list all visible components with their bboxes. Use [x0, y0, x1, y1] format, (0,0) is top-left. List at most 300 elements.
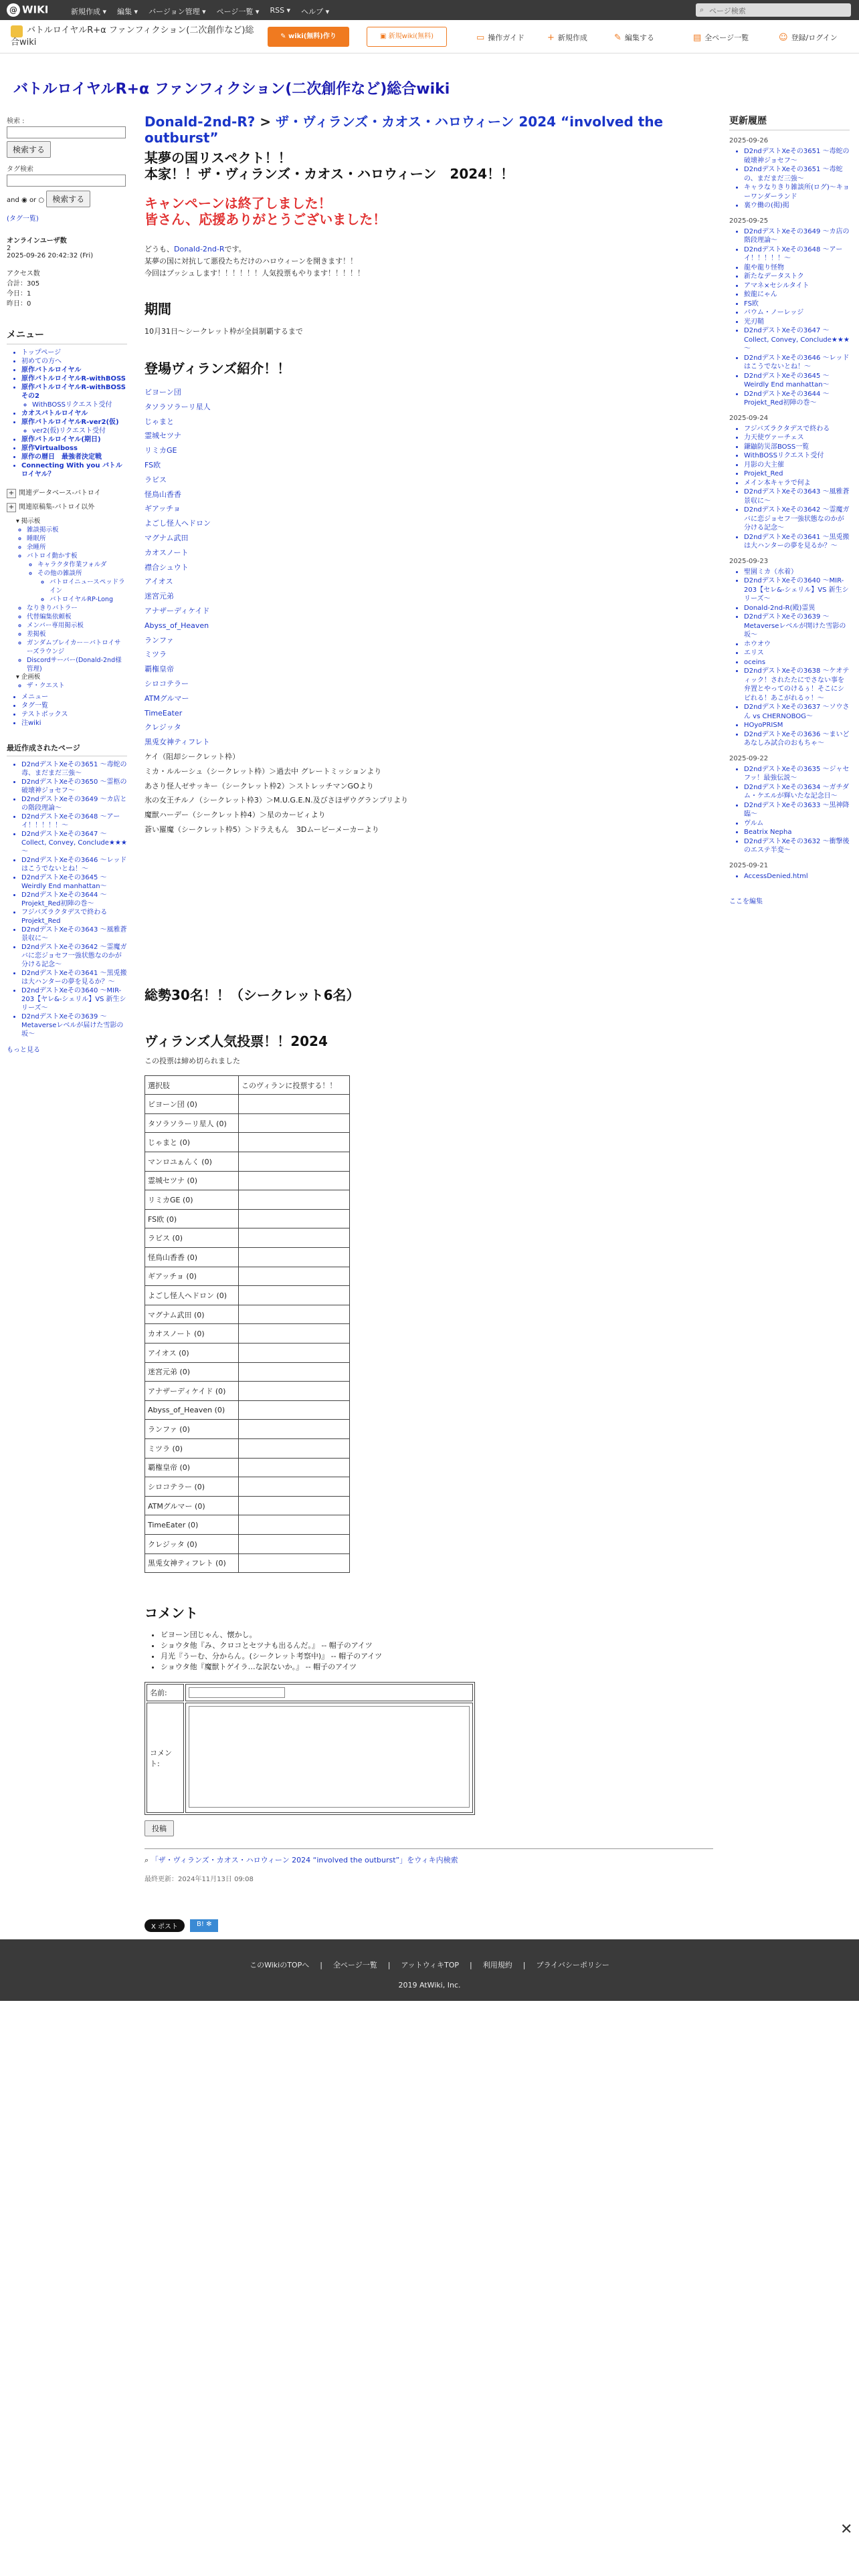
- top-menu-item[interactable]: RSS ▾: [270, 6, 291, 15]
- vote-cell: [239, 1113, 350, 1133]
- sidebar-search-input[interactable]: [7, 126, 126, 138]
- menu-item[interactable]: • D2ndデストXeその3651 ～毒蛇の毒、まだまだ三強～: [21, 760, 127, 778]
- vote-cell: [239, 1534, 350, 1553]
- edit-link[interactable]: ✎ 編集する: [614, 33, 654, 43]
- right-sidebar: [729, 114, 850, 905]
- history-item[interactable]: • 鮫龍にゃん: [744, 290, 850, 300]
- edit-icon: ✎: [280, 33, 288, 40]
- tree-sublist: [16, 560, 127, 578]
- history-item[interactable]: • アマネ×セシルタイト: [744, 282, 850, 291]
- online-users-label: オンラインユーザ数: [7, 237, 67, 245]
- and-radio[interactable]: ◉: [21, 197, 27, 204]
- menu-item[interactable]: ◦ キャラクタ作業フォルダ: [37, 560, 127, 569]
- vote-option: 霊城セツナ (0): [145, 1171, 239, 1190]
- vote-row: [145, 1267, 350, 1286]
- villain-link[interactable]: FS欧: [145, 460, 161, 469]
- villain-link[interactable]: 覇権皇帝: [145, 665, 174, 674]
- vote-cell: [239, 1515, 350, 1535]
- vote-option: じゃまと (0): [145, 1133, 239, 1152]
- history-item[interactable]: • oceins: [744, 658, 850, 667]
- all-pages-link[interactable]: ▤ 全ページ一覧: [693, 33, 749, 43]
- vote-option: FS欧 (0): [145, 1209, 239, 1228]
- vote-row: [145, 1534, 350, 1553]
- vote-option: 覇権皇帝 (0): [145, 1458, 239, 1477]
- submit-button[interactable]: 投稿: [145, 1820, 174, 1836]
- menu-item[interactable]: • D2ndデストXeその3649 ～カ店との階段理論～: [21, 795, 127, 813]
- top-menu-item[interactable]: ページ一覧 ▾: [216, 7, 260, 16]
- footer-separator: |: [387, 1961, 391, 1969]
- secret-villain: 蒼い羅魔（シークレット枠5）＞ドラえもん 3Dムービーメーカーより: [145, 825, 379, 834]
- vote-cell: [239, 1438, 350, 1458]
- villain-link[interactable]: 霊城セツナ: [145, 431, 181, 441]
- vote-row: [145, 1095, 350, 1114]
- history-item[interactable]: • D2ndデストXeその3633 ～黒神降臨～: [744, 801, 850, 819]
- last-updated: 最終更新：2024年11月13日 09:08: [145, 1876, 254, 1884]
- vote-option: TimeEater (0): [145, 1515, 239, 1535]
- menu-item[interactable]: ◦ ガンダムブレイカー－バトロイサーズラウンジ: [27, 639, 127, 656]
- vote-option: マグナム武田 (0): [145, 1305, 239, 1324]
- history-item[interactable]: • D2ndデストXeその3635 ～ジャセフッ！最強伝説～: [744, 765, 850, 783]
- comment-textarea[interactable]: [189, 1706, 470, 1808]
- author-inline-link[interactable]: Donald-2nd-R: [174, 245, 225, 253]
- history-item[interactable]: • D2ndデストXeその3634 ～ガチダム・ケエルが輝いたな記念日～: [744, 783, 850, 801]
- vote-row: [145, 1496, 350, 1515]
- history-item[interactable]: • D2ndデストXeその3640 ～MIR-203【セレ&-シェリル】VS 新生シリーズ～: [744, 576, 850, 604]
- menu-item[interactable]: • 原作バトルロイヤルR-withBOSS: [21, 374, 127, 383]
- vote-header-action: このヴィランに投票する！！: [239, 1075, 350, 1095]
- comments-section: [145, 1602, 713, 1836]
- tree-root: ▾ 掲示板: [16, 518, 41, 525]
- vote-row: [145, 1344, 350, 1363]
- menu-sublist: [7, 401, 127, 409]
- guide-link[interactable]: ▭ 操作ガイド: [476, 33, 524, 43]
- tag-list-link[interactable]: (タグ一覧): [7, 215, 39, 223]
- menu-item[interactable]: ◦ なりきりバトラー: [27, 604, 127, 613]
- top-menu: [71, 6, 329, 17]
- menu-item[interactable]: • D2ndデストXeその3647 ～Collect, Convey, Conclude★★★～: [21, 830, 127, 856]
- online-users-count: 2: [7, 245, 11, 252]
- access-today: 今日：1: [7, 290, 31, 298]
- expand-icon[interactable]: +: [7, 503, 16, 512]
- villain-link[interactable]: アイオス: [145, 577, 173, 586]
- site-title[interactable]: バトルロイヤルR+α ファンフィクション(二次創作など)総合wiki: [13, 81, 450, 98]
- villain-link[interactable]: シロコテラー: [145, 679, 189, 688]
- menu-item[interactable]: • 原作Virtualboss: [21, 444, 127, 453]
- history-item[interactable]: • 裏ウ働の(掲)掲: [744, 201, 850, 211]
- menu-item[interactable]: • D2ndデストXeその3640 ～MIR-203【ヤレ&-シェリル】VS 新生シリーズ～: [21, 986, 127, 1012]
- login-link[interactable]: ☺ 登録/ログイン: [779, 33, 838, 43]
- vote-cell: [239, 1190, 350, 1210]
- tag-search-input[interactable]: [7, 175, 126, 187]
- tree-list-2: [16, 604, 127, 673]
- menu-item[interactable]: • 原作バトルロイヤル(期日): [21, 435, 127, 444]
- vote-cell: [239, 1133, 350, 1152]
- menu-item[interactable]: ◦ バトロイヤルRP-Long: [50, 595, 127, 604]
- menu-item[interactable]: • D2ndデストXeその3646 ～レッドはこうでないとね！～: [21, 856, 127, 873]
- vote-row: [145, 1190, 350, 1210]
- history-item[interactable]: • D2ndデストXeその3651 ～毒蛇の破壊神ジョセフ～: [744, 147, 850, 165]
- history-item[interactable]: • D2ndデストXeその3643 ～風雅蒼景収に～: [744, 488, 850, 506]
- villain-link[interactable]: ビヨーン団: [145, 388, 181, 397]
- page-link[interactable]: ザ・ヴィランズ・カオス・ハロウィーン 2024 “involved the outburst”: [145, 114, 664, 146]
- vote-option: クレジッタ (0): [145, 1534, 239, 1553]
- intro-line-1: どうも、Donald-2nd-Rです。: [145, 245, 246, 253]
- menu-item[interactable]: • D2ndデストXeその3648 ～アーイ！！！！！～: [21, 813, 127, 830]
- menu-item[interactable]: ◦ ver2(仮)リクエスト受付: [32, 427, 127, 435]
- tree-list-3: [16, 681, 127, 690]
- logo-icon: @: [7, 3, 20, 17]
- history-item[interactable]: • Projekt_Red: [744, 469, 850, 479]
- site-icon: [11, 25, 23, 37]
- history-list: [729, 568, 850, 748]
- history-item[interactable]: • D2ndデストXeその3645 ～Weirdly End manhattan～: [744, 372, 850, 390]
- history-item[interactable]: • 龍や龍り怪物: [744, 263, 850, 273]
- villain-link[interactable]: じゃまと: [145, 417, 174, 426]
- menu-item[interactable]: • D2ndデストXeその3643 ～風雅蒼景収に～: [21, 926, 127, 943]
- menu-item[interactable]: • 初めての方へ: [21, 357, 127, 366]
- campaign-thanks: 皆さん、応援ありがとうございました！: [145, 211, 387, 227]
- menu-item[interactable]: • 原作バトルロイヤル: [21, 366, 127, 374]
- vote-cell: [239, 1305, 350, 1324]
- vote-cell: [239, 1382, 350, 1401]
- history-item[interactable]: • 力天使ヴァーチェス: [744, 433, 850, 443]
- menu-list-2: [7, 409, 127, 427]
- villain-link[interactable]: ミツラ: [145, 650, 167, 659]
- name-label: 名前:: [147, 1684, 184, 1701]
- menu-title: メニュー: [7, 328, 127, 344]
- villain-link[interactable]: ランファ: [145, 635, 174, 645]
- menu-item[interactable]: • トップページ: [21, 348, 127, 357]
- villain-link[interactable]: クレジッタ: [145, 723, 181, 732]
- menu-item[interactable]: • D2ndデストXeその3650 ～霊柩の破壊神ジョセフ～: [21, 778, 127, 795]
- menu-item[interactable]: ◦ 差掲板: [27, 630, 127, 639]
- menu-item[interactable]: ◦ WithBOSSリクエスト受付: [32, 401, 127, 409]
- wiki-search-row[interactable]: ⌕ 「ザ・ヴィランズ・カオス・ハロウィーン 2024 “involved the outburst”」をウィキ内検索: [145, 1848, 713, 1865]
- history-item[interactable]: • AccessDenied.html: [744, 872, 850, 881]
- menu-item[interactable]: ◦ その他の雑談所: [37, 569, 127, 578]
- document-icon: ▤: [693, 33, 702, 43]
- sidebar-search-button[interactable]: 検索する: [7, 141, 51, 158]
- menu-item[interactable]: • D2ndデストXeその3639 ～Metaverseレベルが届けた雪影の坂～: [21, 1012, 127, 1039]
- footer-link[interactable]: 全ページ一覧: [332, 1961, 377, 1969]
- villain-link[interactable]: マグナム武田: [145, 533, 189, 542]
- headline-1: 某夢の国リスペクト！！: [145, 150, 292, 166]
- create-wiki-ad-button[interactable]: ✎ wiki(無料)作り: [268, 27, 349, 47]
- vote-cell: [239, 1171, 350, 1190]
- x-post-button[interactable]: X ポスト: [145, 1919, 185, 1932]
- villain-link[interactable]: タソラソラーリ星人: [145, 402, 211, 411]
- vote-header-option: 選択肢: [145, 1075, 239, 1095]
- vote-option: よごし怪人ヘドロン (0): [145, 1286, 239, 1305]
- villain-link[interactable]: 迷宮元弟: [145, 592, 174, 601]
- plus-icon: +: [547, 33, 555, 43]
- site-header: [0, 20, 859, 53]
- access-label: アクセス数: [7, 270, 40, 278]
- search-icon: ⌕: [700, 5, 704, 14]
- history-item[interactable]: • エリス: [744, 649, 850, 658]
- history-list: [729, 425, 850, 551]
- villain-link[interactable]: Abyss_of_Heaven: [145, 621, 209, 630]
- author-link[interactable]: Donald-2nd-R?: [145, 114, 256, 130]
- history-item[interactable]: • 光刃鞘: [744, 318, 850, 327]
- recent-title: 最近作成されたページ: [7, 742, 127, 756]
- menu-item[interactable]: • タグ一覧: [21, 702, 127, 710]
- history-list: [729, 765, 850, 855]
- vote-row: [145, 1113, 350, 1133]
- vote-row: [145, 1553, 350, 1573]
- villain-link[interactable]: TimeEater: [145, 708, 183, 718]
- menu-item[interactable]: ◦ 代替編集依頼板: [27, 613, 127, 621]
- vote-cell: [239, 1420, 350, 1439]
- tree-root-2: ▾ 企画板: [16, 673, 41, 681]
- expand-icon[interactable]: +: [7, 489, 16, 498]
- history-item[interactable]: • 聖園ミカ（水着）: [744, 568, 850, 577]
- villain-link[interactable]: よごし怪人ヘドロン: [145, 519, 211, 528]
- menu-item[interactable]: • カオスバトルロイヤル: [21, 409, 127, 418]
- history-item[interactable]: • メイン本キャラで何よ: [744, 479, 850, 488]
- menu-item[interactable]: • D2ndデストXeその3645 ～Weirdly End manhattan～: [21, 873, 127, 891]
- history-list: [729, 147, 850, 211]
- vote-cell: [239, 1477, 350, 1497]
- history-item[interactable]: • バウム・ノーレッジ: [744, 308, 850, 318]
- vote-option: ATMグルマー (0): [145, 1496, 239, 1515]
- vote-option: ランファ (0): [145, 1420, 239, 1439]
- history-item[interactable]: • 鎌鼬防災部BOSS一覧: [744, 443, 850, 452]
- comment-list: [145, 1630, 713, 1673]
- history-item[interactable]: • Beatrix Nepha: [744, 828, 850, 837]
- history-list: [729, 227, 850, 408]
- copyright: 2019 AtWiki, Inc.: [398, 1981, 461, 1990]
- vote-row: [145, 1133, 350, 1152]
- db-toggle-row[interactable]: + 関連データベース-バトロイ: [7, 487, 127, 498]
- vote-cell: [239, 1267, 350, 1286]
- atwiki-logo[interactable]: @ WIKI: [7, 3, 48, 17]
- history-item[interactable]: • D2ndデストXeその3636 ～まいどあなしみ試合のおもちゃ～: [744, 730, 850, 748]
- history-item[interactable]: • Donald-2nd-R(殿)霊異: [744, 604, 850, 613]
- vote-option: ビヨーン団 (0): [145, 1095, 239, 1114]
- site-name[interactable]: バトルロイヤルR+α ファンフィクション(二次創作など)総合wiki: [11, 25, 254, 47]
- history-item[interactable]: • HOyoPRISM: [744, 721, 850, 730]
- history-item[interactable]: • WithBOSSリクエスト受付: [744, 451, 850, 461]
- vote-row: [145, 1152, 350, 1172]
- total-title: 総勢30名！！（シークレット6名）: [145, 986, 360, 1003]
- history-item[interactable]: • D2ndデストXeその3646 ～レッドはこうでないとね！～: [744, 354, 850, 372]
- vote-row: [145, 1420, 350, 1439]
- menu-item[interactable]: ◦ Discordサーバー(Donald-2nd様管理): [27, 656, 127, 673]
- main-content: [145, 114, 713, 1932]
- footer-link[interactable]: 利用規約: [482, 1961, 512, 1969]
- or-radio[interactable]: ○: [38, 197, 45, 204]
- menu-item[interactable]: • D2ndデストXeその3642 ～霊魔ガバに恋ジョセフ一強状態なのかが分ける記念～: [21, 943, 127, 969]
- villain-link[interactable]: 襟合シュウト: [145, 562, 189, 572]
- villain-list: [145, 385, 713, 750]
- secret-villain: あさり怪人ゼサッキー（シークレット枠2）＞ストレッチマンGOより: [145, 781, 374, 790]
- villain-link[interactable]: 怪鳥山香香: [145, 490, 181, 499]
- share-buttons: [145, 1919, 713, 1932]
- top-menu-item[interactable]: ヘルプ ▾: [301, 7, 330, 16]
- villain-link[interactable]: リミカGE: [145, 446, 177, 455]
- vote-row: [145, 1477, 350, 1497]
- vote-cell: [239, 1095, 350, 1114]
- footer-separator: |: [522, 1961, 526, 1969]
- menu-item[interactable]: ◦ 余睡所: [27, 543, 127, 552]
- history-item[interactable]: • 月影の大主催: [744, 461, 850, 470]
- footer-link[interactable]: アットウィキTOP: [401, 1961, 460, 1969]
- menu-item[interactable]: • 注wiki: [21, 719, 127, 728]
- menu-item[interactable]: ◦ 睡眠所: [27, 534, 127, 543]
- villain-link[interactable]: ギアッチョ: [145, 504, 181, 514]
- comment-form: [145, 1682, 475, 1815]
- villain-link[interactable]: 黒兎女神ティフレト: [145, 738, 210, 747]
- search-icon: ⌕: [145, 1856, 151, 1865]
- guide-icon: ▭: [476, 33, 485, 43]
- db-toggle-row-2[interactable]: + 関連原稿集-バトロイ以外: [7, 501, 127, 512]
- hatena-bookmark-button[interactable]: B! ✻: [190, 1919, 218, 1932]
- page-search-input[interactable]: ⌕ ページ検索: [696, 3, 851, 17]
- footer: [0, 1939, 859, 2001]
- menu-list-3: [7, 435, 127, 479]
- access-yesterday: 昨日：0: [7, 300, 31, 308]
- comment-label: コメント:: [147, 1703, 184, 1813]
- footer-link[interactable]: このWikiのTOPへ: [250, 1961, 310, 1969]
- history-item[interactable]: • D2ndデストXeその3637 ～ソウさん vs CHERNOBOG～: [744, 703, 850, 721]
- menu-item[interactable]: • 原作バトルロイヤルR-ver2(仮): [21, 418, 127, 427]
- villain-link[interactable]: カオスノート: [145, 548, 189, 557]
- menu-item[interactable]: • D2ndデストXeその3641 ～黒兎搬は大ハンターの夢を見るか？～: [21, 969, 127, 986]
- menu-item[interactable]: ◦ バトロイニュースペッドライン: [50, 578, 127, 595]
- history-item[interactable]: • D2ndデストXeその3632 ～衝撃後のエステ半変～: [744, 837, 850, 855]
- menu-item[interactable]: ◦ ザ・クエスト: [27, 681, 127, 690]
- vote-option: ミツラ (0): [145, 1438, 239, 1458]
- vote-row: [145, 1248, 350, 1267]
- history-item[interactable]: • D2ndデストXeその3651 ～毒蛇の、まだまだ三強～: [744, 165, 850, 183]
- history-date: 2025-09-22: [729, 754, 769, 762]
- history-item[interactable]: • D2ndデストXeその3638 ～ケオティック！されたたにでさない事を弁置とやってのけるぅ！そこにシビれる！あこがれるゥ！～: [744, 667, 850, 703]
- history-item[interactable]: • フジバズラクタデスで終わる: [744, 425, 850, 434]
- history-item[interactable]: • D2ndデストXeその3648 ～アーイ！！！！！～: [744, 245, 850, 263]
- intro-line-3: 今回はプッシュします！！！！！！人気投票もやります！！！！！: [145, 269, 365, 278]
- comment-item: • ビヨーン団じゃん、懐かし。: [161, 1630, 713, 1640]
- vote-cell: [239, 1496, 350, 1515]
- history-item[interactable]: • D2ndデストXeその3641 ～黒兎搬は大ハンターの夢を見るか？～: [744, 533, 850, 551]
- vote-cell: [239, 1286, 350, 1305]
- history-item[interactable]: • D2ndデストXeその3644 ～Projekt_Red初陣の巻～: [744, 390, 850, 408]
- menu-item[interactable]: • 原作の暦日 最強者決定戦: [21, 453, 127, 461]
- tag-search-button[interactable]: 検索する: [46, 191, 90, 207]
- history-item[interactable]: • ヴルム: [744, 819, 850, 829]
- vote-row: [145, 1382, 350, 1401]
- vote-option: Abyss_of_Heaven (0): [145, 1400, 239, 1420]
- vote-option: タソラソラーリ星人 (0): [145, 1113, 239, 1133]
- history-item[interactable]: • D2ndデストXeその3649 ～カ店の階段理論～: [744, 227, 850, 245]
- recent-pages-list: [7, 760, 127, 1039]
- menu-item[interactable]: • 原作バトルロイヤルR-withBOSSその2: [21, 383, 127, 401]
- menu-item[interactable]: • テストボックス: [21, 710, 127, 719]
- menu-item[interactable]: • Connecting With you バトルロイヤル？: [21, 461, 127, 479]
- headline-2: 本家！！ザ・ヴィランズ・カオス・ハロウィーン 2024！！: [145, 166, 514, 182]
- tree-sublist-2: [16, 578, 127, 604]
- comment-item: • ショウタ他『魔獣トゲイラ…な訳ないか。』 -- 帽子のアイツ: [161, 1662, 713, 1673]
- history-item[interactable]: • D2ndデストXeその3642 ～霊魔ガバに恋ジョセフ一強状態なのかが分ける記念～: [744, 506, 850, 533]
- menu-item[interactable]: ◦ 雑談掲示板: [27, 526, 127, 534]
- vote-option: シロコテラー (0): [145, 1477, 239, 1497]
- vote-cell: [239, 1324, 350, 1344]
- top-menu-item[interactable]: バージョン管理 ▾: [149, 7, 206, 16]
- vote-cell: [239, 1553, 350, 1573]
- vote-option: ギアッチョ (0): [145, 1267, 239, 1286]
- history-item[interactable]: • 新たなデータストク: [744, 272, 850, 282]
- menu-item[interactable]: • D2ndデストXeその3644 ～Projekt_Red初陣の巻～: [21, 891, 127, 908]
- comment-item: • ショウタ他『み、クロコとセツナも出るんだ。』 -- 帽子のアイツ: [161, 1640, 713, 1651]
- vote-row: [145, 1228, 350, 1248]
- menu-list: [7, 348, 127, 401]
- history-item[interactable]: • ホウオウ: [744, 640, 850, 649]
- history-list: [729, 872, 850, 881]
- menu-item[interactable]: ◦ メンバー専用掲示板: [27, 621, 127, 630]
- villain-link[interactable]: アナザーディケイド: [145, 606, 210, 615]
- secret-villain: ケイ（阻却シークレット枠）: [145, 752, 240, 761]
- vote-option: 迷宮元弟 (0): [145, 1362, 239, 1382]
- top-bar: [0, 0, 859, 20]
- vote-cell: [239, 1400, 350, 1420]
- history-item[interactable]: • キャラなりきり雑談所(ログ)～キョーワンダーランド: [744, 183, 850, 201]
- top-menu-item[interactable]: 新規作成 ▾: [71, 7, 107, 16]
- secret-villain: 氷の女王チルノ（シークレット枠3）＞M.U.G.E.N.及びさほザウグランプリより: [145, 796, 409, 805]
- menu-item[interactable]: • メニュー: [21, 693, 127, 702]
- vote-row: [145, 1286, 350, 1305]
- history-item[interactable]: • D2ndデストXeその3647 ～Collect, Convey, Conclude★★★～: [744, 326, 850, 354]
- vote-row: [145, 1305, 350, 1324]
- menu-item[interactable]: ◦ バトロイ動かす板: [27, 552, 127, 560]
- footer-separator: |: [320, 1961, 322, 1969]
- vote-option: リミカGE (0): [145, 1190, 239, 1210]
- pencil-icon: ✎: [614, 33, 622, 43]
- tag-search-options: and ◉ or ○ 検索する: [7, 189, 127, 211]
- new-page-link[interactable]: + 新規作成: [547, 33, 587, 43]
- footer-link[interactable]: プライバシーポリシー: [536, 1961, 609, 1969]
- vote-row: [145, 1171, 350, 1190]
- vote-cell: [239, 1152, 350, 1172]
- update-history-title: 更新履歴: [729, 114, 850, 130]
- vote-option: カオスノート (0): [145, 1324, 239, 1344]
- period-title: 期間: [145, 301, 171, 317]
- edit-here-link[interactable]: ここを編集: [729, 898, 763, 905]
- left-sidebar: [7, 114, 127, 1054]
- history-item[interactable]: • FS欧: [744, 300, 850, 309]
- vote-option: アイオス (0): [145, 1344, 239, 1363]
- box-icon: ▣: [380, 33, 389, 40]
- menu-item[interactable]: • フジバズラクタデスで終わるProjekt_Red: [21, 908, 127, 926]
- users-icon: ☺: [779, 33, 788, 43]
- vote-row: [145, 1458, 350, 1477]
- history-item[interactable]: • D2ndデストXeその3639 ～Metaverseレベルが開けた雪影の坂～: [744, 613, 850, 640]
- vote-row: [145, 1362, 350, 1382]
- bottom-links: [7, 693, 127, 728]
- name-input[interactable]: [189, 1687, 285, 1698]
- close-icon[interactable]: ✕: [840, 2521, 853, 2538]
- more-link[interactable]: もっと見る: [7, 1047, 40, 1054]
- vote-row: [145, 1515, 350, 1535]
- villain-link[interactable]: ATMグルマー: [145, 693, 189, 703]
- vote-option: マンロユぁんく (0): [145, 1152, 239, 1172]
- new-wiki-button[interactable]: ▣ 新規wiki(無料): [367, 27, 447, 47]
- top-menu-item[interactable]: 編集 ▾: [117, 7, 138, 16]
- villain-link[interactable]: ラビス: [145, 475, 167, 484]
- history-date: 2025-09-24: [729, 414, 769, 422]
- villains-title: 登場ヴィランズ紹介！！: [145, 360, 291, 377]
- vote-header-row: [145, 1075, 350, 1095]
- search-label: 検索 :: [7, 118, 25, 125]
